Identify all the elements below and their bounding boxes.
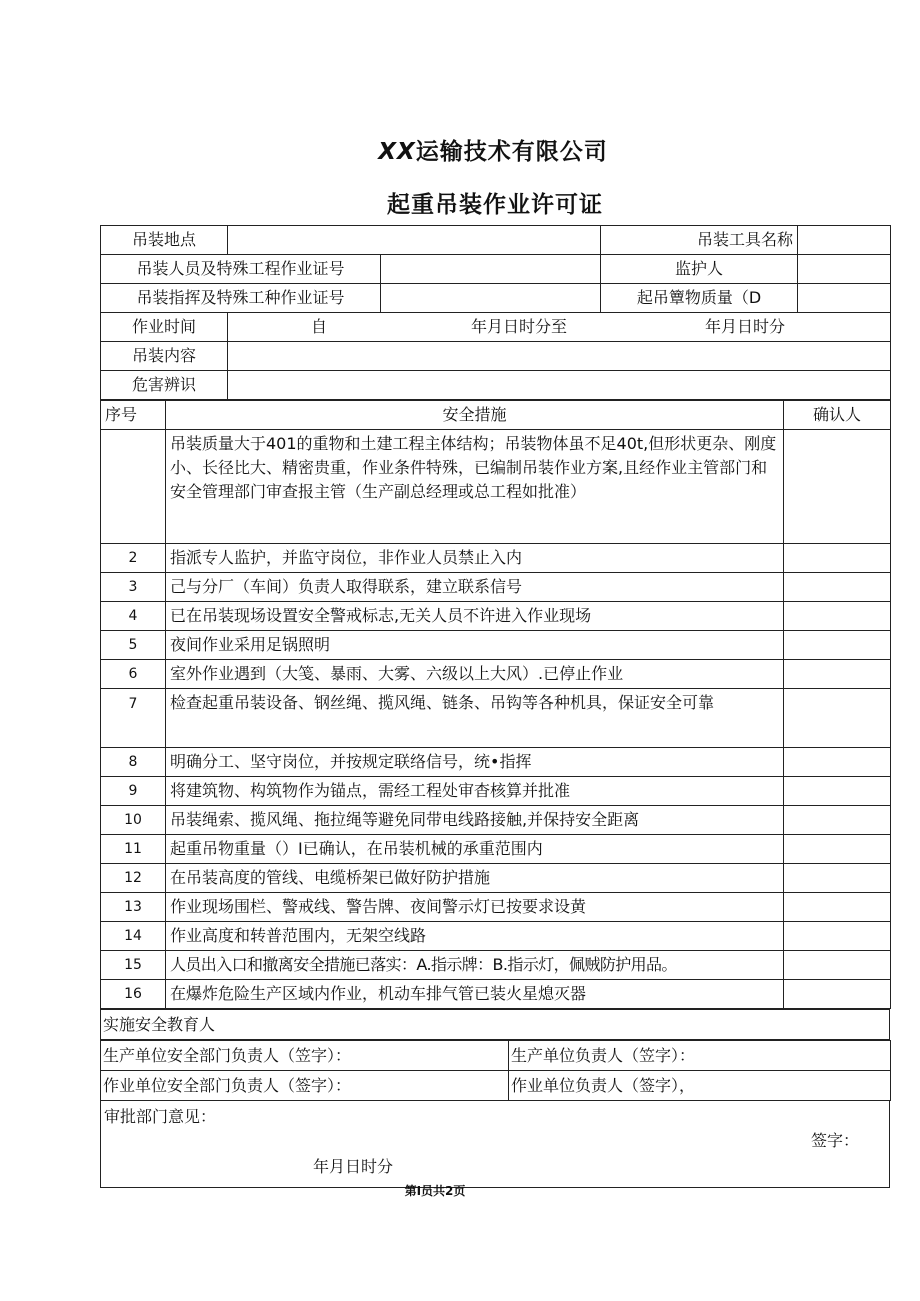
company-name-rest: 运输技术有限公司 (415, 139, 608, 165)
measure-text: 作业高度和转普范围内，无架空线路 (166, 922, 784, 951)
measure-row (101, 922, 891, 951)
measure-row (101, 980, 891, 1009)
measure-text: 在吊装高度的管线、电缆桥架已做好防护措施 (166, 864, 784, 893)
approval-section[interactable] (100, 1101, 890, 1188)
confirm-field[interactable] (784, 544, 891, 573)
measure-row (101, 631, 891, 660)
confirm-field[interactable] (784, 689, 891, 748)
measure-text: 吊装绳索、揽风绳、拖拉绳等避免同带电线路接触,并保持安全距离 (166, 806, 784, 835)
time-label: 作业时间 (101, 313, 228, 342)
seq-header: 序号 (101, 401, 166, 430)
measure-text: 在爆炸危险生产区域内作业，机动车排气管已装火星熄灭器 (166, 980, 784, 1009)
weight-label: 起吊簟物质量（D (601, 284, 798, 313)
confirm-field[interactable] (784, 922, 891, 951)
measure-row (101, 544, 891, 573)
confirm-field[interactable] (784, 835, 891, 864)
time-field[interactable] (228, 313, 891, 342)
measure-text: 吊装质量大于401的重物和土建工程主体结构；吊装物体虽不足40t,但形状更杂、刚度小、长径比大、精密贵重，作业条件特殊，已编制吊装作业方案,且经作业主管部门和安全管理部门审查报主管（生产副总经理或总工程如批准） (166, 430, 784, 544)
confirm-field[interactable] (784, 806, 891, 835)
measure-row (101, 893, 891, 922)
confirm-field[interactable] (784, 893, 891, 922)
work-head-signature[interactable]: 作业单位负责人（签字）， (509, 1071, 891, 1101)
confirm-field[interactable] (784, 777, 891, 806)
signature-row-work (101, 1071, 891, 1101)
measure-row (101, 748, 891, 777)
measure-text: 将建筑物、构筑物作为锚点，需经工程处审杳核算并批准 (166, 777, 784, 806)
page-number: 第I员共2页 (404, 1184, 466, 1198)
measure-row (101, 430, 891, 544)
hazard-field[interactable] (228, 371, 891, 400)
confirm-field[interactable] (784, 631, 891, 660)
approval-label: 审批部门意见： (104, 1107, 217, 1126)
measure-number: 13 (101, 893, 166, 922)
company-name (0, 133, 920, 166)
measure-number: 8 (101, 748, 166, 777)
info-row-location (101, 226, 891, 255)
signature-table (100, 1040, 891, 1101)
measure-number: 6 (101, 660, 166, 689)
commander-field[interactable] (381, 284, 601, 313)
confirm-field[interactable] (784, 660, 891, 689)
measure-text: 检查起重吊装设备、钢丝绳、揽风绳、链条、吊钩等各种机具，保证安全可靠 (166, 689, 784, 748)
measure-number: 12 (101, 864, 166, 893)
tool-name-label: 吊装工具名称 (601, 226, 798, 255)
educator-row (101, 1010, 890, 1040)
measure-header: 安全措施 (166, 401, 784, 430)
measure-text: 己与分厂（车间）负责人取得联系，建立联系信号 (166, 573, 784, 602)
time-from: 自 (310, 317, 327, 336)
personnel-field[interactable] (381, 255, 601, 284)
personnel-label: 吊装人员及特殊工程作业证号 (101, 255, 381, 284)
measure-number (101, 430, 166, 544)
measures-table (100, 400, 891, 1009)
measure-row (101, 951, 891, 980)
confirm-header: 确认人 (784, 401, 891, 430)
educator-table (100, 1009, 890, 1040)
info-row-hazard (101, 371, 891, 400)
confirm-field[interactable] (784, 951, 891, 980)
measure-number: 3 (101, 573, 166, 602)
info-table (100, 225, 891, 400)
measure-row (101, 602, 891, 631)
approval-sign-label: 签字： (810, 1131, 859, 1150)
confirm-field[interactable] (784, 864, 891, 893)
measures-header-row (101, 401, 891, 430)
tool-name-field[interactable] (798, 226, 891, 255)
info-row-content (101, 342, 891, 371)
measure-number: 10 (101, 806, 166, 835)
measure-number: 5 (101, 631, 166, 660)
measure-number: 4 (101, 602, 166, 631)
confirm-field[interactable] (784, 573, 891, 602)
content-label: 吊装内容 (101, 342, 228, 371)
educator-label: 实施安全教育人 (101, 1010, 890, 1040)
prod-safety-signature[interactable]: 生产单位安全部门负责人（笠字）： (101, 1041, 509, 1071)
measure-text: 指派专人监护，并监守岗位，非作业人员禁止入内 (166, 544, 784, 573)
measure-row (101, 573, 891, 602)
company-prefix: XX (378, 139, 416, 165)
info-row-commander (101, 284, 891, 313)
content-field[interactable] (228, 342, 891, 371)
confirm-field[interactable] (784, 602, 891, 631)
hazard-label: 危害辨识 (101, 371, 228, 400)
measure-number: 2 (101, 544, 166, 573)
measure-row (101, 806, 891, 835)
confirm-field[interactable] (784, 980, 891, 1009)
supervisor-label: 监护人 (601, 255, 798, 284)
measure-text: 起重吊物重量（）I已确认，在吊装机械的承重范围内 (166, 835, 784, 864)
measure-row (101, 777, 891, 806)
measure-text: 夜间作业采用足锅照明 (166, 631, 784, 660)
measure-number: 14 (101, 922, 166, 951)
time-middle: 年月日时分至 (470, 317, 567, 336)
measure-number: 7 (101, 689, 166, 748)
supervisor-field[interactable] (798, 255, 891, 284)
info-row-time (101, 313, 891, 342)
confirm-field[interactable] (784, 430, 891, 544)
measure-number: 15 (101, 951, 166, 980)
location-label: 吊装地点 (101, 226, 228, 255)
confirm-field[interactable] (784, 748, 891, 777)
work-safety-signature[interactable]: 作业单位安全部门负责人（签字）： (101, 1071, 509, 1101)
location-field[interactable] (228, 226, 601, 255)
measure-text: 明确分工、坚守岗位，并按规定联络信号，统•指挥 (166, 748, 784, 777)
time-end: 年月日时分 (704, 317, 785, 336)
info-row-personnel (101, 255, 891, 284)
measure-text: 已在吊装现场设置安全警戒标志,无关人员不许进入作业现场 (166, 602, 784, 631)
measure-row (101, 835, 891, 864)
commander-label: 吊装指挥及特殊工种作业证号 (101, 284, 381, 313)
weight-field[interactable] (798, 284, 891, 313)
measure-text: 作业现场围栏、警戒线、警告牌、夜间警示灯已按要求设黄 (166, 893, 784, 922)
measure-row (101, 660, 891, 689)
measure-text: 人员出入口和撤离安全措施已落实：A.指示牌：B.指示灯，佩贼防护用品。 (166, 951, 784, 980)
measure-text: 室外作业遇到（大笺、暴雨、大雾、六级以上大风）.已停止作业 (166, 660, 784, 689)
document-title: 起重吊装作业许可证 (387, 192, 603, 218)
measure-number: 9 (101, 777, 166, 806)
measure-number: 11 (101, 835, 166, 864)
permit-form (100, 225, 890, 1188)
measure-number: 16 (101, 980, 166, 1009)
measure-row (101, 864, 891, 893)
approval-date-label: 年月日时分 (313, 1157, 394, 1176)
measure-row (101, 689, 891, 748)
signature-row-production (101, 1041, 891, 1071)
prod-head-signature[interactable]: 生产单位负责人（笠字）： (509, 1041, 891, 1071)
